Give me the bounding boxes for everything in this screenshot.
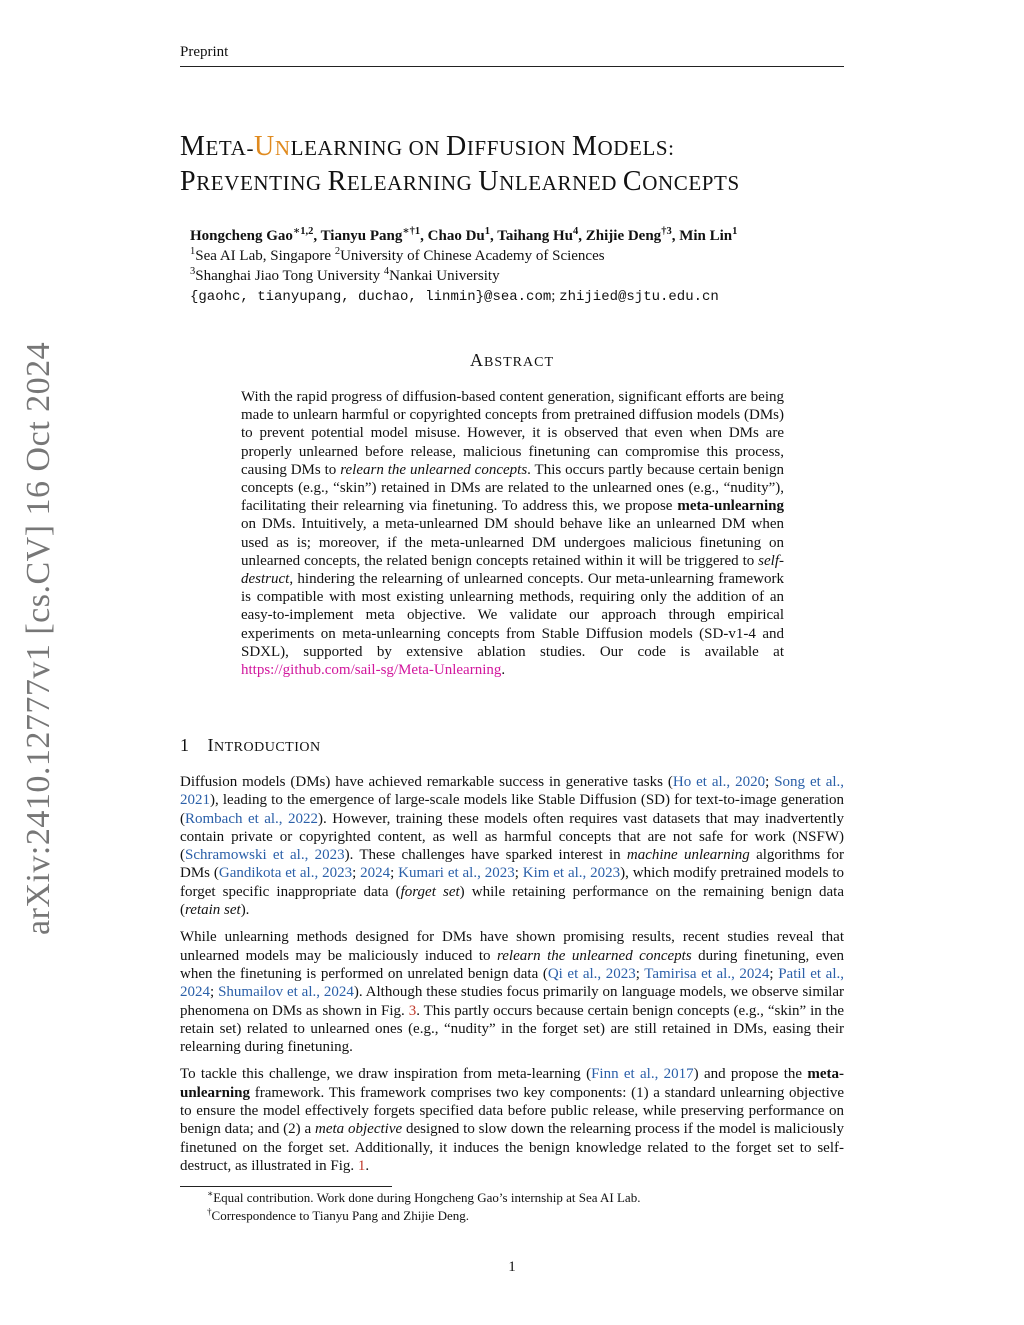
citation[interactable]: Kumari et al., 2023 [398, 865, 515, 882]
author-block [190, 226, 737, 307]
section-heading-introduction: 1 INTRODUCTION [180, 735, 321, 755]
paragraph-1: Diffusion models (DMs) have achieved remarkable success in generative tasks (Ho et al., 2020; Song et al., 2021), leading to the emergence of large-scale models like Stable Diffusion (SD) for text-to-image generation (Rombach et al., 2022). However, training these models often requires vast datasets that may inadvertently contain private or copyrighted content, as well as harmful concepts that are not safe for work (NSFW) (Schramowski et al., 2023). These challenges have sparked interest in machine unlearning algorithms for DMs (Gandikota et al., 2023; 2024; Kumari et al., 2023; Kim et al., 2023), which modify pretrained models to forget specific inappropriate data (forget set) while retaining performance on the remaining benign data (retain set). [180, 774, 845, 919]
affiliations-line-1: $^1$Sea AI Lab, Singapore $^2$University of Chinese Academy of Sciences [190, 246, 605, 264]
abstract-text: With the rapid progress of diffusion-based content generation, significant efforts are being made to unlearn harmful or copyrighted concepts from pretrained diffusion models (DMs) to prevent potential model misuse. However, it is observed that even when DMs are properly unlearned before release, malicious finetuning can compromise this process, causing DMs to relearn the unlearned concepts. This occurs partly because certain benign concepts (e.g., “skin”) retained in DMs are related to the unlearned ones (e.g., “nudity”), facilitating their relearning via finetuning. To address this, we propose meta-unlearning on DMs. Intuitively, a meta-unlearned DM should behave like an unlearned DM when used as is; moreover, if the meta-unlearned DM undergoes malicious finetuning on unlearned concepts, the related benign concepts retained within it will be triggered to self-destruct, hindering the relearning of unlearned concepts. Our meta-unlearning framework is compatible with most existing unlearning methods, requiring only the addition of an easy-to-implement meta objective. We validate our approach through empirical experiments on meta-unlearning concepts from Stable Diffusion models (SD-v1-4 and SDXL), supported by extensive ablation studies. Our code is available at https://github.com/sail-sg/Meta-Unlearning. [241, 389, 784, 679]
citation[interactable]: Ho et al., 2020 [672, 774, 766, 790]
page-number: 1 [508, 1259, 516, 1275]
citation[interactable]: Schramowski et al., 2023 [185, 847, 345, 864]
paragraph-2: While unlearning methods designed for DMs have shown promising results, recent studies reveal that unlearned models may be maliciously induced to relearn the unlearned concepts during finetuning, even when the finetuning is performed on unrelated benign data (Qi et al., 2023; Tamirisa et al., 2024; Patil et al., 2024; Shumailov et al., 2024). Although these studies focus primarily on language models, we observe similar phenomena on DMs as shown in Fig. 3. This partly occurs because certain benign concepts (e.g., “skin” in the retain set) related to unlearned ones (e.g., “nudity” in the forget set) are still retained in DMs, easing their relearning during finetuning. [180, 929, 845, 1056]
citation[interactable]: Tamirisa et al., 2024 [644, 965, 770, 982]
title-line-2: PREVENTING RELEARNING UNLEARNED CONCEPTS [180, 166, 740, 197]
abstract-heading: ABSTRACT [469, 350, 554, 370]
citation[interactable]: 2024 [360, 865, 391, 882]
introduction-body [180, 773, 844, 1184]
arxiv-stamp: arXiv:2410.12777v1 [cs.CV] 16 Oct 2024 [20, 341, 57, 935]
title-line-1: META-UNLEARNING ON DIFFUSION MODELS: [180, 131, 675, 162]
figure-ref[interactable]: 3 [408, 1002, 417, 1019]
footnote-2: †Correspondence to Tianyu Pang and Zhijie Deng. [207, 1206, 469, 1223]
author-names: Hongcheng Gao$^{∗1,2}$, Tianyu Pang$^{∗\dagger 1}$, Chao Du$^1$, Taihang Hu$^4$, Zhijie Deng$^{\dagger 3}$, Min Lin$^1$ [190, 226, 738, 244]
citation[interactable]: Finn et al., 2017 [591, 1066, 694, 1083]
affiliations-line-2: $^3$Shanghai Jiao Tong University $^4$Nankai University [190, 266, 500, 284]
citation[interactable]: Qi et al., 2023 [547, 965, 636, 982]
running-head: Preprint [180, 44, 229, 60]
author-emails: {gaohc, tianyupang, duchao, linmin}@sea.com; zhijied@sjtu.edu.cn [190, 288, 719, 305]
citation[interactable]: Song et al., 2021 [180, 774, 845, 809]
citation[interactable]: Gandikota et al., 2023 [218, 865, 353, 882]
code-link[interactable]: https://github.com/sail-sg/Meta-Unlearning [241, 662, 502, 679]
citation[interactable]: Shumailov et al., 2024 [218, 984, 354, 1001]
paragraph-3: To tackle this challenge, we draw inspiration from meta-learning (Finn et al., 2017) and propose the meta-unlearning framework. This framework comprises two key components: (1) a standard unlearning objective to ensure the model effectively forgets specified data before public release, while preserving performance on benign data; and (2) a meta objective designed to slow down the relearning process if the model is maliciously finetuned on the forget set. Additionally, it induces the benign knowledge related to the forget set to self-destruct, as illustrated in Fig. 1. [180, 1066, 844, 1174]
citation[interactable]: Patil et al., 2024 [180, 965, 845, 1001]
paper-title [180, 130, 880, 200]
header-rule [180, 66, 844, 67]
footnote-rule [180, 1186, 392, 1187]
citation[interactable]: Kim et al., 2023 [522, 865, 621, 882]
footnotes [207, 1189, 640, 1225]
footnote-1: ∗Equal contribution. Work done during Hongcheng Gao’s internship at Sea AI Lab. [207, 1188, 641, 1205]
figure-ref[interactable]: 1 [357, 1157, 366, 1174]
citation[interactable]: Rombach et al., 2022 [185, 810, 319, 827]
